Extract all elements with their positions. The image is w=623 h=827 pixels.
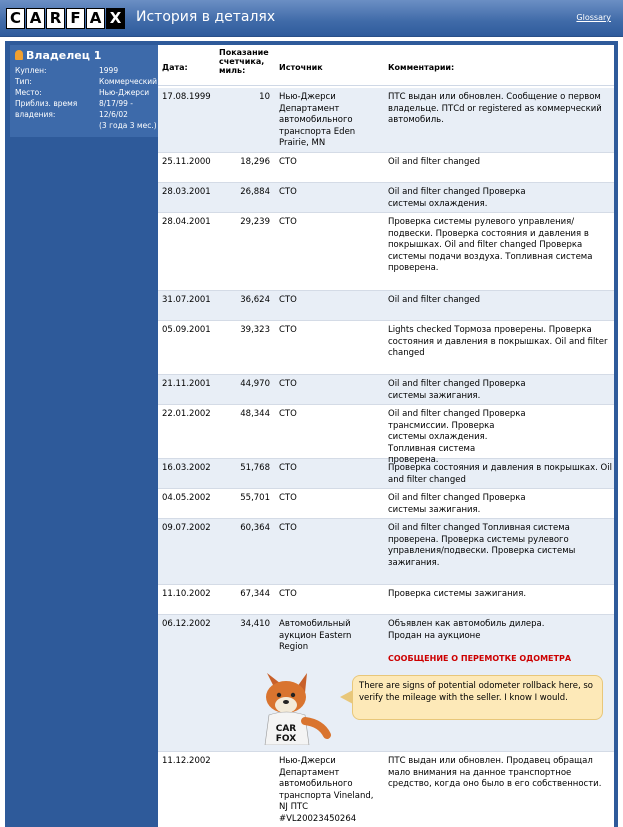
cell-comments: Oil and filter changed Проверка системы зажигания. [388, 493, 526, 515]
cell-date: 16.03.2002 [162, 463, 211, 473]
cell-odometer: 34,410 [240, 619, 270, 629]
cell-odometer: 39,323 [240, 325, 270, 335]
owner-field-value: 1999 [99, 66, 119, 75]
cell-comments: Проверка системы рулевого управления/подвески. Проверка состояния и давления в покрышках. Oil and filter changed Проверка системы подачи воздуха. Топливная система проверена. [388, 217, 593, 273]
cell-date: 06.12.2002 [162, 619, 211, 629]
cell-source: СТО [279, 217, 297, 227]
fox-shirt-text: CAR [275, 724, 297, 734]
header-comments: Комментарии: [388, 63, 455, 72]
cell-source: Автомобильный аукцион Eastern Region [279, 619, 352, 652]
cell-source: СТО [279, 379, 297, 389]
cell-comments: Проверка системы зажигания. [388, 589, 527, 599]
cell-comments: Oil and filter changed Проверка трансмиссии. Проверка системы охлаждения. Топливная система проверена. [388, 409, 526, 465]
owner-field-key: Место: [15, 88, 42, 97]
cell-source: СТО [279, 589, 297, 599]
cell-date: 11.12.2002 [162, 756, 211, 766]
logo-letter: R [46, 8, 65, 29]
cell-odometer: 48,344 [240, 409, 270, 419]
cell-comments: Oil and filter changed Проверка системы зажигания. [388, 379, 526, 401]
cell-source: СТО [279, 409, 297, 419]
cell-comments: Oil and filter changed Проверка системы охлаждения. [388, 187, 526, 209]
cell-odometer: 10 [259, 92, 270, 102]
owner-field-value: 12/6/02 [99, 110, 128, 119]
cell-source: Нью-Джерси Департамент автомобильного транспорта Eden Prairie, MN [279, 92, 356, 148]
cell-comments: Oil and filter changed [388, 295, 480, 305]
header-source: Источник [279, 63, 323, 72]
header-divider [158, 85, 614, 86]
cell-comments: Lights checked Тормоза проверены. Проверка состояния и давления в покрышках. Oil and filter changed [388, 325, 608, 358]
cell-source: СТО [279, 325, 297, 335]
logo-letter: F [66, 8, 85, 29]
cell-odometer: 29,239 [240, 217, 270, 227]
cell-odometer: 55,701 [240, 493, 270, 503]
cell-source: СТО [279, 523, 297, 533]
cell-date: 05.09.2001 [162, 325, 211, 335]
cell-odometer: 60,364 [240, 523, 270, 533]
cell-odometer: 18,296 [240, 157, 270, 167]
owner-field-key: владения: [15, 110, 56, 119]
page-title: История в деталях [136, 9, 276, 25]
cell-source: СТО [279, 157, 297, 167]
cell-odometer: 67,344 [240, 589, 270, 599]
owner-field-key: Приблиз. время [15, 99, 78, 108]
cell-date: 28.03.2001 [162, 187, 211, 197]
cell-date: 28.04.2001 [162, 217, 211, 227]
cell-comments: ПТС выдан или обновлен. Сообщение о первом владельце. ПТСd or registered as коммерческий автомобиль. [388, 92, 602, 125]
cell-comments: Oil and filter changed Топливная система проверена. Проверка системы рулевого управления/подвески. Проверка системы зажигания. [388, 523, 576, 568]
cell-date: 17.08.1999 [162, 92, 211, 102]
cell-source: СТО [279, 295, 297, 305]
cell-odometer: 44,970 [240, 379, 270, 389]
cell-date: 25.11.2000 [162, 157, 211, 167]
cell-source: СТО [279, 493, 297, 503]
owner-panel [10, 45, 158, 137]
cell-source: СТО [279, 463, 297, 473]
cell-date: 31.07.2001 [162, 295, 211, 305]
cell-comments: Объявлен как автомобиль дилера. Продан на аукционе [388, 619, 545, 641]
logo-letter: C [6, 8, 25, 29]
carfox-mascot [255, 665, 335, 745]
cell-odometer: 51,768 [240, 463, 270, 473]
carfax-logo [6, 8, 126, 29]
glossary-link[interactable]: Glossary [576, 13, 611, 22]
logo-letter: A [26, 8, 45, 29]
owner-field-value: Коммерческий [99, 77, 158, 86]
cell-date: 09.07.2002 [162, 523, 211, 533]
cell-source: СТО [279, 187, 297, 197]
logo-letter: X [106, 8, 125, 29]
header-odometer: Показание счетчика, миль: [219, 48, 269, 75]
owner-field-value: (3 года 3 мес.) [99, 121, 157, 130]
cell-date: 04.05.2002 [162, 493, 211, 503]
odometer-rollback-alert: СООБЩЕНИЕ О ПЕРЕМОТКЕ ОДОМЕТРА [388, 654, 572, 663]
owner-title [15, 49, 101, 62]
cell-date: 22.01.2002 [162, 409, 211, 419]
fox-shirt-text: FOX [275, 734, 297, 744]
cell-comments: Проверка состояния и давления в покрышках. Oil and filter changed [388, 463, 612, 485]
owner-field-value: Нью-Джерси [99, 88, 150, 97]
cell-date: 21.11.2001 [162, 379, 211, 389]
fox-speech-bubble: There are signs of potential odometer rollback here, so verify the mileage with the seller. I know I would. [352, 675, 603, 720]
owner-field-key: Куплен: [15, 66, 47, 75]
cell-odometer: 36,624 [240, 295, 270, 305]
owner-field-value: 8/17/99 - [99, 99, 134, 108]
owner-field-key: Тип: [15, 77, 32, 86]
header-bar [0, 0, 623, 37]
cell-source: Нью-Джерси Департамент автомобильного транспорта Vineland, NJ ПТС #VL20023450264 [279, 756, 374, 824]
logo-letter: A [86, 8, 105, 29]
cell-comments: ПТС выдан или обновлен. Продавец обращал мало внимания на данное транспортное средство, когда оно было в его собственности. [388, 756, 602, 789]
person-icon [15, 50, 23, 60]
cell-date: 11.10.2002 [162, 589, 211, 599]
header-date: Дата: [162, 63, 188, 72]
cell-odometer: 26,884 [240, 187, 270, 197]
owner-title-text: Владелец 1 [26, 49, 102, 62]
cell-comments: Oil and filter changed [388, 157, 480, 167]
